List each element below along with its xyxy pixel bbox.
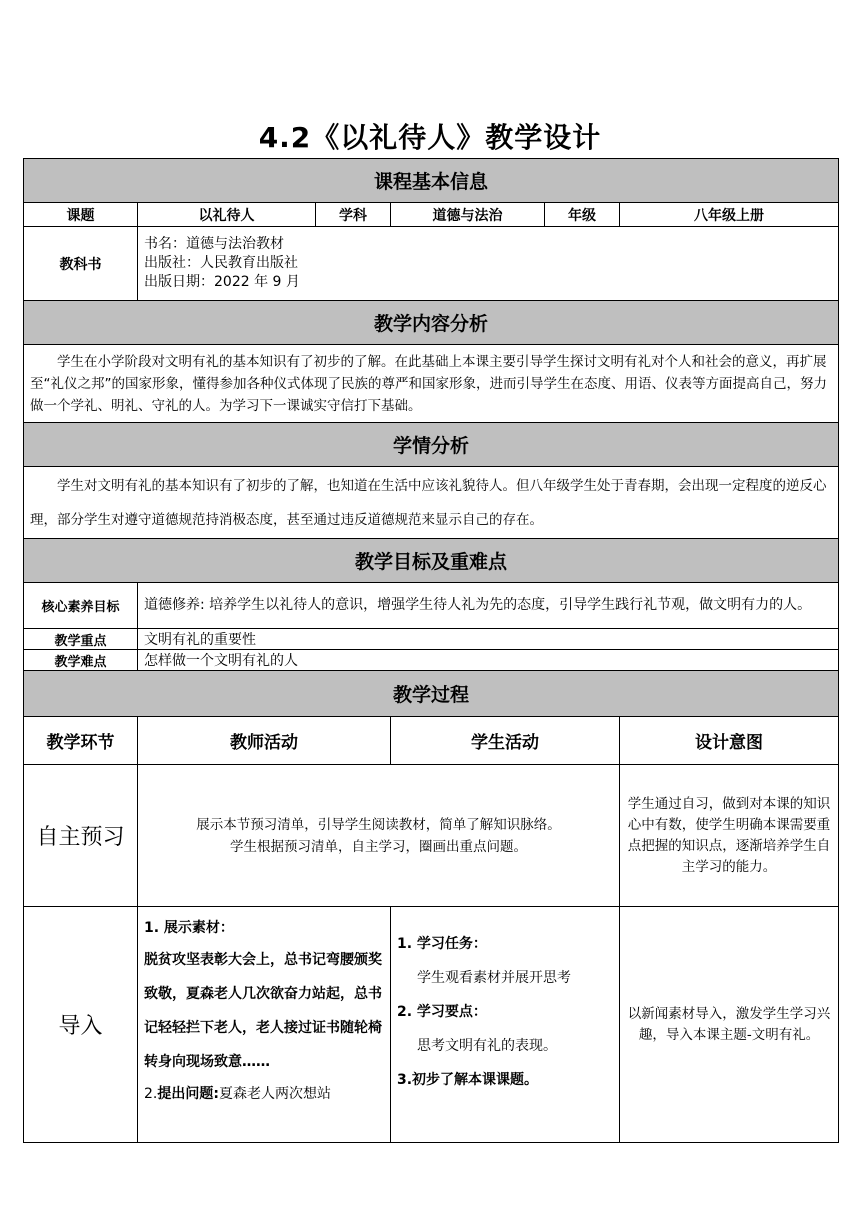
header-student-activity: 学生活动	[391, 717, 620, 765]
student-analysis-text: 学生对文明有礼的基本知识有了初步的了解，也知道在生活中应该礼貌待人。但八年级学生处于青春期，会出现一定程度的逆反心理，部分学生对遵守道德规范持消极态度，甚至通过违反道德规范来显示自己的存在。	[24, 467, 839, 539]
section-content-analysis: 教学内容分析	[24, 301, 839, 345]
self-study-line-2: 学生根据预习清单，自主学习，圈画出重点问题。	[230, 838, 527, 855]
teacher-question-label: 提出问题:	[157, 1086, 219, 1102]
document-title: 4.2《以礼待人》教学设计	[258, 121, 602, 154]
teacher-question-number: 2.	[144, 1086, 158, 1102]
core-literacy-text: 道德修养: 培养学生以礼待人的意识，增强学生待人礼为先的态度，引导学生践行礼节观，做文明有力的人。	[138, 583, 839, 629]
section-basic-info: 课程基本信息	[24, 159, 839, 203]
section-goals: 教学目标及重难点	[24, 539, 839, 583]
phase-self-study: 自主预习	[24, 765, 138, 907]
student-point-text: 思考文明有礼的表现。	[417, 1038, 557, 1054]
student-task-text: 学生观看素材并展开思考	[417, 970, 571, 986]
intro-teacher-activity	[138, 907, 391, 1143]
student-point-label: 2. 学习要点：	[397, 1004, 487, 1020]
textbook-date: 出版日期：2022 年 9 月	[144, 274, 300, 290]
key-point-label: 教学重点	[24, 629, 138, 650]
grade-value: 八年级上册	[620, 203, 839, 227]
discipline-value: 道德与法治	[391, 203, 545, 227]
textbook-name: 书名：道德与法治教材	[144, 236, 284, 252]
header-design-intent: 设计意图	[620, 717, 839, 765]
difficulty-text: 怎样做一个文明有礼的人	[138, 650, 839, 671]
teacher-material-text: 脱贫攻坚表彰大会上，总书记弯腰颁奖致敬，夏森老人几次欲奋力站起，总书记轻轻拦下老人，老人接过证书随轮椅转身向现场致意……	[144, 952, 382, 1070]
content-analysis-text: 学生在小学阶段对文明有礼的基本知识有了初步的了解。在此基础上本课主要引导学生探讨文明有礼对个人和社会的意义，再扩展至“礼仪之邦”的国家形象，懂得参加各种仪式体现了民族的尊严和国家形象，进而引导学生在态度、用语、仪表等方面提高自己，努力做一个学礼、明礼、守礼的人。为学习下一课诚实守信打下基础。	[24, 345, 839, 423]
textbook-publisher: 出版社：人民教育出版社	[144, 255, 298, 271]
section-student-analysis: 学情分析	[24, 423, 839, 467]
subject-value: 以礼待人	[138, 203, 316, 227]
teacher-question-text: 夏森老人两次想站	[218, 1086, 331, 1102]
self-study-activity	[138, 765, 620, 907]
self-study-intent: 学生通过自习，做到对本课的知识心中有数，使学生明确本课需要重点把握的知识点，逐渐培养学生自主学习的能力。	[620, 765, 839, 907]
textbook-label: 教科书	[24, 227, 138, 301]
phase-intro: 导入	[24, 907, 138, 1143]
intro-intent: 以新闻素材导入，激发学生学习兴趣，导入本课主题-文明有礼。	[620, 907, 839, 1143]
key-point-text: 文明有礼的重要性	[138, 629, 839, 650]
discipline-label: 学科	[316, 203, 391, 227]
self-study-line-1: 展示本节预习清单，引导学生阅读教材，简单了解知识脉络。	[196, 816, 561, 833]
student-topic: 3.初步了解本课课题。	[397, 1072, 539, 1088]
subject-label: 课题	[24, 203, 138, 227]
grade-label: 年级	[545, 203, 620, 227]
core-literacy-label: 核心素养目标	[24, 583, 138, 629]
textbook-info	[138, 227, 839, 301]
intro-student-activity	[391, 907, 620, 1143]
teacher-question	[144, 1079, 384, 1109]
section-process: 教学过程	[24, 671, 839, 717]
lesson-plan-table	[23, 158, 839, 1143]
header-teacher-activity: 教师活动	[138, 717, 391, 765]
teacher-material-heading: 1. 展示素材：	[144, 920, 234, 936]
header-phase: 教学环节	[24, 717, 138, 765]
student-task-label: 1. 学习任务：	[397, 936, 487, 952]
difficulty-label: 教学难点	[24, 650, 138, 671]
